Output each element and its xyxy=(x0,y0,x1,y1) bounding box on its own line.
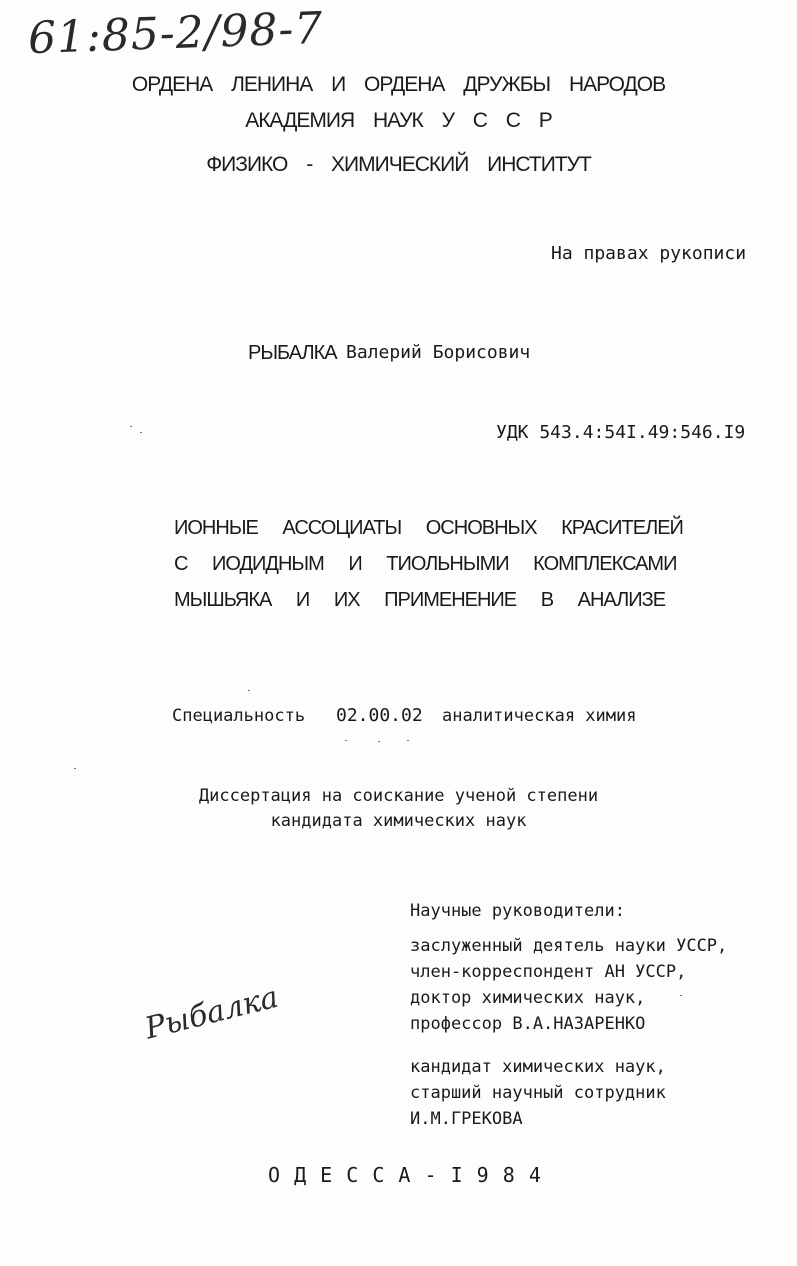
scan-speck xyxy=(248,690,250,691)
specialty-code: 02.00.02 xyxy=(336,705,423,726)
header-line-3: ФИЗИКО - ХИМИЧЕСКИЙ ИНСТИТУТ xyxy=(206,153,591,176)
supervisor-1-line-2: член-корреспондент АН УССР, xyxy=(410,962,687,982)
supervisor-1-line-3: доктор химических наук, xyxy=(410,988,646,1008)
specialty-name: аналитическая химия xyxy=(442,706,637,726)
city-year: О Д Е С С А - I 9 8 4 xyxy=(268,1163,542,1187)
author-given-names: Валерий Борисович xyxy=(346,342,531,363)
manuscript-rights: На правах рукописи xyxy=(551,243,747,264)
specialty-label: Специальность xyxy=(172,706,306,726)
udk-code: УДК 543.4:54I.49:546.I9 xyxy=(496,422,746,443)
title-line-2: С ИОДИДНЫМ И ТИОЛЬНЫМИ КОМПЛЕКСАМИ xyxy=(174,553,677,575)
header-line-1: ОРДЕНА ЛЕНИНА И ОРДЕНА ДРУЖБЫ НАРОДОВ xyxy=(131,73,666,96)
scan-speck xyxy=(140,432,142,433)
supervisor-2-line-1: кандидат химических наук, xyxy=(410,1057,666,1077)
scan-speck xyxy=(407,740,409,741)
supervisors-heading: Научные руководители: xyxy=(410,901,625,921)
handwritten-signature: Рыбалка xyxy=(141,979,282,1047)
archive-mark: 61:85-2/98-7 xyxy=(27,2,325,65)
supervisor-1-line-4: профессор В.А.НАЗАРЕНКО xyxy=(410,1014,646,1034)
author-surname: РЫБАЛКА xyxy=(248,342,337,364)
scan-speck xyxy=(345,740,347,741)
scan-speck xyxy=(378,741,380,742)
header-line-2: АКАДЕМИЯ НАУК У С С Р xyxy=(245,109,552,132)
dissertation-line-2: кандидата химических наук xyxy=(270,811,527,831)
scan-speck xyxy=(680,995,682,996)
title-line-1: ИОННЫЕ АССОЦИАТЫ ОСНОВНЫХ КРАСИТЕЛЕЙ xyxy=(174,517,683,539)
scan-speck xyxy=(74,768,76,769)
dissertation-line-1: Диссертация на соискание ученой степени xyxy=(198,786,599,806)
supervisor-1-line-1: заслуженный деятель науки УССР, xyxy=(410,936,728,956)
title-line-3: МЫШЬЯКА И ИХ ПРИМЕНЕНИЕ В АНАЛИЗЕ xyxy=(174,589,666,611)
supervisor-2-line-2: старший научный сотрудник xyxy=(410,1083,666,1103)
scan-speck xyxy=(130,426,132,427)
supervisor-2-line-3: И.М.ГРЕКОВА xyxy=(410,1109,523,1129)
